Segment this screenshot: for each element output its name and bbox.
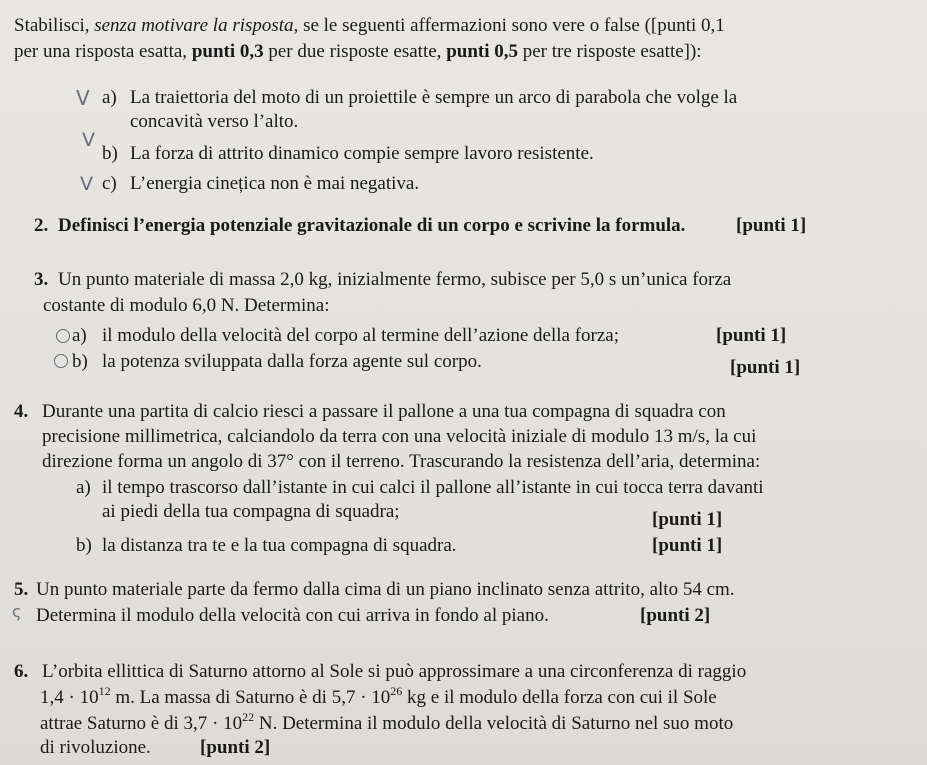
q4-a-points: [punti 1]: [652, 509, 723, 530]
q3-line1: Un punto materiale di massa 2,0 kg, inizialmente fermo, subisce per 5,0 s un’unica forza: [58, 269, 732, 290]
q5-line1: Un punto materiale parte da fermo dalla cima di un piano inclinato senza attrito, alto 54 cm.: [36, 579, 735, 600]
intro-lead: Stabilisci,: [14, 15, 90, 36]
q4-a-line2: ai piedi della tua compagna di squadra;: [102, 501, 400, 522]
q6-radius-mantissa: 1,4 · 10: [40, 687, 99, 708]
q5-line2: Determina il modulo della velocità con cui arriva in fondo al piano.: [36, 605, 549, 626]
intro-l2b: punti 0,3: [191, 41, 264, 62]
q1-b-text: La forza di attrito dinamico compie sempre lavoro resistente.: [130, 143, 594, 164]
q1-a-label: a): [102, 87, 117, 108]
q4-number: 4.: [14, 401, 29, 422]
intro-l2e: per tre risposte esatte]):: [522, 41, 702, 62]
intro-l2d: punti 0,5: [446, 41, 518, 62]
q3-line2: costante di modulo 6,0 N. Determina:: [43, 295, 330, 316]
q3-number: 3.: [34, 269, 49, 290]
q2-number: 2.: [34, 215, 49, 236]
intro-l2a: per una risposta esatta,: [14, 41, 188, 62]
q3-b-label: b): [72, 351, 88, 372]
q4-b-points: [punti 1]: [652, 535, 723, 556]
q5-points: [punti 2]: [640, 605, 711, 626]
q6-mass-rest: kg e il modulo della forza con cui il Sole: [407, 687, 717, 708]
q4-line2: precisione millimetrica, calciandolo da terra con una velocità iniziale di modulo 13 m/s, la cui: [42, 426, 757, 447]
q3-b-text: la potenza sviluppata dalla forza agente sul corpo.: [102, 351, 482, 372]
handwritten-circle-icon: [54, 354, 68, 368]
q2-text: Definisci l’energia potenziale gravitazionale di un corpo e scrivine la formula.: [58, 215, 686, 236]
q6-mass-exp: 26: [390, 684, 403, 698]
q4-b-text: la distanza tra te e la tua compagna di squadra.: [102, 535, 457, 556]
handwritten-check-icon: V: [80, 173, 93, 195]
q4-a-label: a): [76, 477, 91, 498]
handwritten-check-icon: V: [82, 129, 95, 151]
q6-line3b: N. Determina il modulo della velocità di Saturno nel suo moto: [258, 713, 734, 734]
q3-a-points: [punti 1]: [716, 325, 787, 346]
q4-line1: Durante una partita di calcio riesci a passare il pallone a una tua compagna di squadra con: [42, 401, 726, 422]
q6-radius-unit: m. La massa di Saturno è di: [115, 687, 327, 708]
q3-a-label: a): [72, 325, 87, 346]
intro-rest: se le seguenti affermazioni sono vere o false ([punti 0,1: [303, 15, 725, 36]
q1-c-text: L’energia cinețica non è mai negativa.: [130, 173, 420, 194]
q6-number: 6.: [14, 661, 29, 682]
handwritten-check-icon: V: [76, 86, 90, 110]
intro-line-1: [14, 14, 725, 38]
q6-points: [punti 2]: [200, 737, 271, 758]
q6-line2: [40, 686, 717, 710]
q6-mass-mantissa: 5,7 · 10: [331, 687, 391, 708]
q6-line3a: attrae Saturno è di: [40, 713, 179, 734]
q6-force-exp: 22: [242, 710, 255, 724]
q4-a-line1: il tempo trascorso dall’istante in cui calci il pallone all’istante in cui tocca terra davanti: [102, 477, 764, 498]
intro-l2c: per due risposte esatte,: [268, 41, 442, 62]
q5-number: 5.: [14, 579, 29, 600]
q3-b-points: [punti 1]: [730, 357, 801, 378]
q6-line1: L’orbita ellittica di Saturno attorno al Sole si può approssimare a una circonferenza di raggio: [42, 661, 747, 682]
q1-a-line2: concavità verso l’alto.: [130, 111, 299, 132]
handwritten-scribble-icon: ς: [12, 602, 22, 621]
q6-radius-exp: 12: [98, 684, 111, 698]
q1-c-label: c): [102, 173, 117, 194]
q3-a-text: il modulo della velocità del corpo al termine dell’azione della forza;: [102, 325, 620, 346]
q1-a-line1: La traiettoria del moto di un proiettile è sempre un arco di parabola che volge la: [130, 87, 738, 108]
q6-line3: [40, 712, 733, 736]
q1-b-label: b): [102, 143, 118, 164]
q4-line3: direzione forma un angolo di 37° con il terreno. Trascurando la resistenza dell’aria, determina:: [42, 451, 761, 472]
q6-force-mantissa: 3,7 · 10: [183, 713, 243, 734]
q4-b-label: b): [76, 535, 92, 556]
q6-line4: di rivoluzione.: [40, 737, 151, 758]
intro-italic: senza motivare la risposta,: [94, 15, 299, 36]
intro-line-2: [14, 40, 702, 64]
handwritten-circle-icon: [56, 329, 70, 343]
q2-points: [punti 1]: [736, 215, 807, 236]
